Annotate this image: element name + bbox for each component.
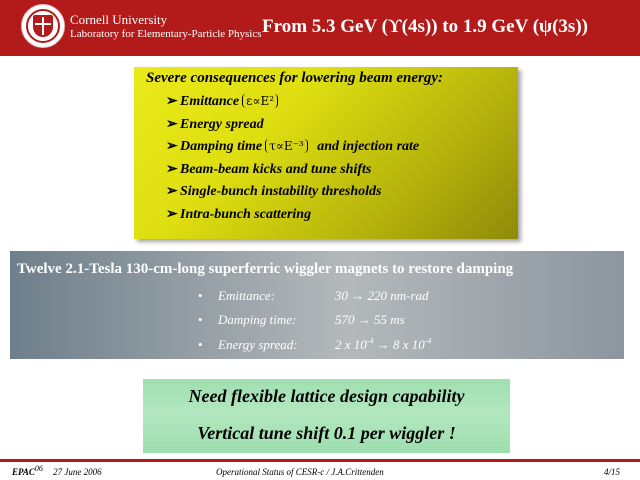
bullet-icon: • xyxy=(198,312,203,327)
bullet-icon: • xyxy=(198,337,203,352)
arrow-bullet-icon: ➢ xyxy=(166,162,178,177)
wiggler-box xyxy=(10,251,624,359)
consequence-item: ➢ Energy spread xyxy=(166,117,264,132)
footer-conference: EPAC$^{06}$ 27 June 2006 xyxy=(12,464,102,477)
conclusion-box xyxy=(143,379,510,453)
arrow-bullet-icon: ➢ xyxy=(166,117,178,132)
conclusion-line-2: Vertical tune shift 0.1 per wiggler ! xyxy=(197,423,456,443)
wiggler-item: • Energy spread: 2 x $10^{-4} \to 8$ x $10^{-4}$ xyxy=(198,336,432,352)
arrow-bullet-icon: ➢ xyxy=(166,94,178,109)
arrow-bullet-icon: ➢ xyxy=(166,207,178,222)
arrow-bullet-icon: ➢ xyxy=(166,139,178,154)
slide-title: From 5.3 GeV (ϒ(4s)) to 1.9 GeV (ψ(3s)) xyxy=(262,16,588,37)
lab-name: Laboratory for Elementary-Particle Physics xyxy=(70,28,262,40)
consequence-item: ➢ Damping time τ∝E⁻³ and injection rate xyxy=(166,139,420,154)
emittance-formula: ε∝E² xyxy=(242,94,278,108)
consequence-item: ➢ Intra-bunch scattering xyxy=(166,207,312,222)
conclusion-line-1: Need flexible lattice design capability xyxy=(188,386,465,406)
slide-header xyxy=(0,0,640,56)
page-number: 4/15 xyxy=(604,467,621,477)
damping-formula: τ∝E⁻³ xyxy=(265,139,308,153)
university-name: Cornell University xyxy=(70,12,168,27)
wiggler-item: • Emittance: 30 → 220 nm-rad xyxy=(198,288,429,303)
wiggler-item: • Damping time: 570 → 55 ms xyxy=(198,312,405,327)
consequence-item: ➢ Single-bunch instability thresholds xyxy=(166,184,382,199)
consequences-heading: Severe consequences for lowering beam energy: xyxy=(146,70,444,86)
consequence-item: ➢ Beam-beam kicks and tune shifts xyxy=(166,162,372,177)
consequences-box xyxy=(134,67,518,239)
arrow-bullet-icon: ➢ xyxy=(166,184,178,199)
footer-divider xyxy=(0,459,640,462)
wiggler-heading: Twelve 2.1-Tesla 130-cm-long superferric wiggler magnets to restore damping xyxy=(17,261,514,277)
consequence-item: ➢ Emittance ε∝E² xyxy=(166,93,278,110)
bullet-icon: • xyxy=(198,288,203,303)
cornell-seal-logo xyxy=(21,4,65,48)
footer-title: Operational Status of CESR-c / J.A.Crittenden xyxy=(216,467,384,477)
